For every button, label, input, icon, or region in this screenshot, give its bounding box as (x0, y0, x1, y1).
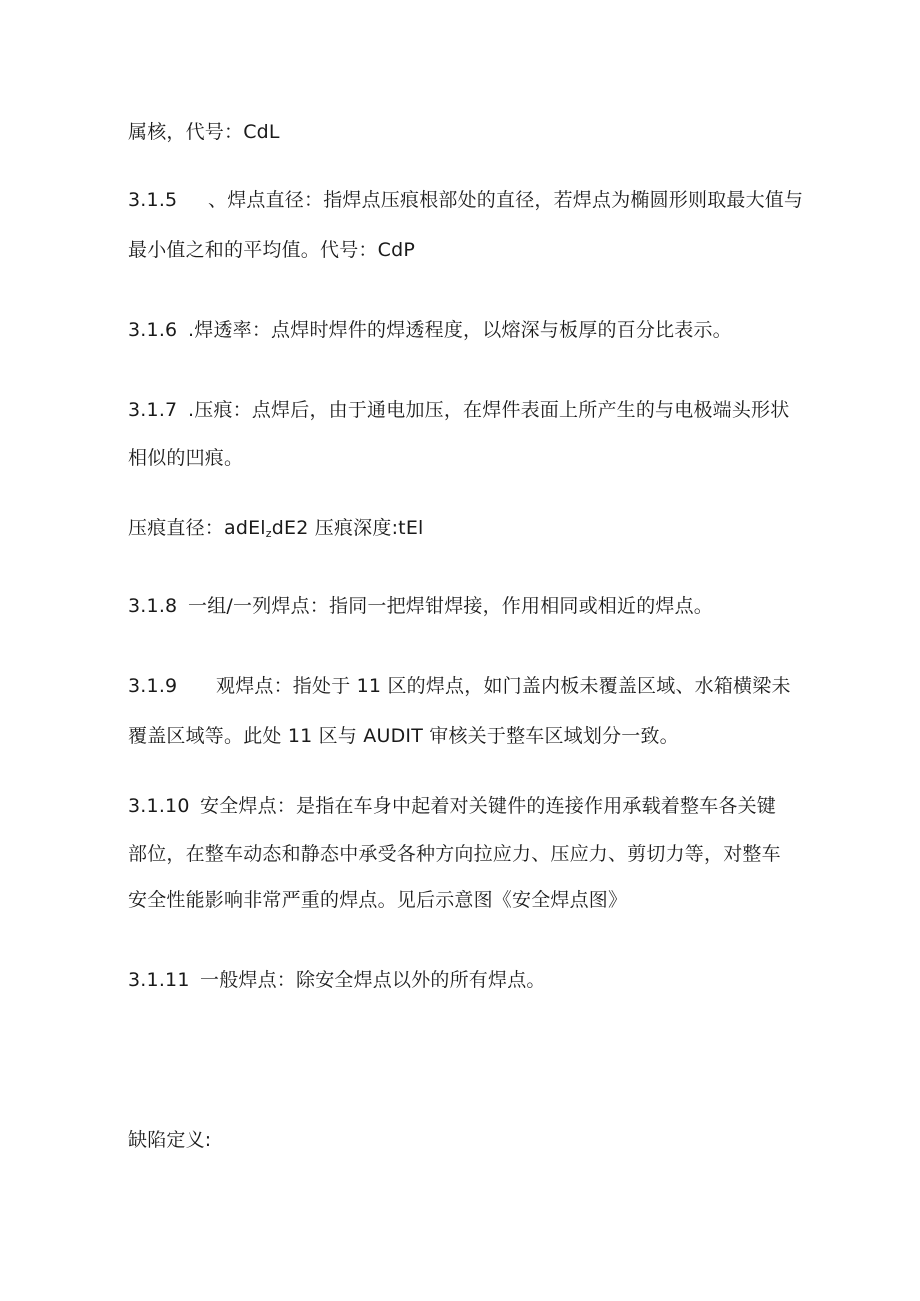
section-text: 、焊点直径：指焊点压痕根部处的直径，若焊点为椭圆形则取最大值与 (208, 189, 804, 211)
section-3-1-5-line2 (128, 238, 415, 262)
section-text: 覆盖区域等。此处 11 区与 AUDIT 审核关于整车区域划分一致。 (128, 725, 679, 747)
heading-text: 缺陷定义: (128, 1129, 212, 1151)
section-text: 安全焊点：是指在车身中起着对关键件的连接作用承载着整车各关键 (200, 795, 777, 817)
section-number: 3.1.8 (128, 595, 178, 617)
section-number: 3.1.7 (128, 399, 178, 421)
section-text: .压痕：点焊后，由于通电加压，在焊件表面上所产生的与电极端头形状 (188, 399, 790, 421)
section-text: .焊透率：点焊时焊件的焊透程度，以熔深与板厚的百分比表示。 (188, 319, 732, 341)
section-3-1-6 (128, 318, 732, 342)
section-number: 3.1.10 (128, 795, 190, 817)
section-text: 相似的凹痕。 (128, 447, 244, 469)
section-number: 3.1.5 (128, 189, 178, 211)
section-text: 部位，在整车动态和静态中承受各种方向拉应力、压应力、剪切力等，对整车 (128, 843, 781, 865)
section-3-1-7 (128, 398, 789, 422)
defect-definition-heading (128, 1128, 211, 1152)
section-3-1-5 (128, 188, 803, 212)
indent-subscript: z (265, 527, 272, 540)
section-3-1-11 (128, 968, 546, 992)
indent-text-part1: 压痕直径：adEl (128, 517, 266, 539)
section-text: 最小值之和的平均值。代号：CdP (128, 239, 415, 261)
section-text: 观焊点：指处于 11 区的焊点，如门盖内板未覆盖区域、水箱横梁未 (216, 675, 791, 697)
indent-definition (128, 516, 424, 546)
section-text: 安全性能影响非常严重的焊点。见后示意图《安全焊点图》 (128, 889, 628, 911)
indent-text-part2: dE2 压痕深度:tEl (271, 517, 424, 539)
section-number: 3.1.9 (128, 675, 178, 697)
section-number: 3.1.6 (128, 319, 178, 341)
section-text: 一组/一列焊点：指同一把焊钳焊接，作用相同或相近的焊点。 (188, 595, 714, 617)
paragraph-text: 属核，代号：CdL (128, 121, 280, 143)
section-text: 一般焊点：除安全焊点以外的所有焊点。 (200, 969, 546, 991)
paragraph-continuation (128, 120, 280, 144)
section-3-1-10-line2 (128, 842, 781, 866)
section-3-1-8 (128, 594, 713, 618)
section-3-1-9 (128, 674, 791, 698)
section-number: 3.1.11 (128, 969, 190, 991)
section-3-1-10-line3 (128, 888, 627, 912)
section-3-1-7-line2 (128, 446, 243, 470)
section-3-1-10 (128, 794, 776, 818)
section-3-1-9-line2 (128, 724, 679, 748)
